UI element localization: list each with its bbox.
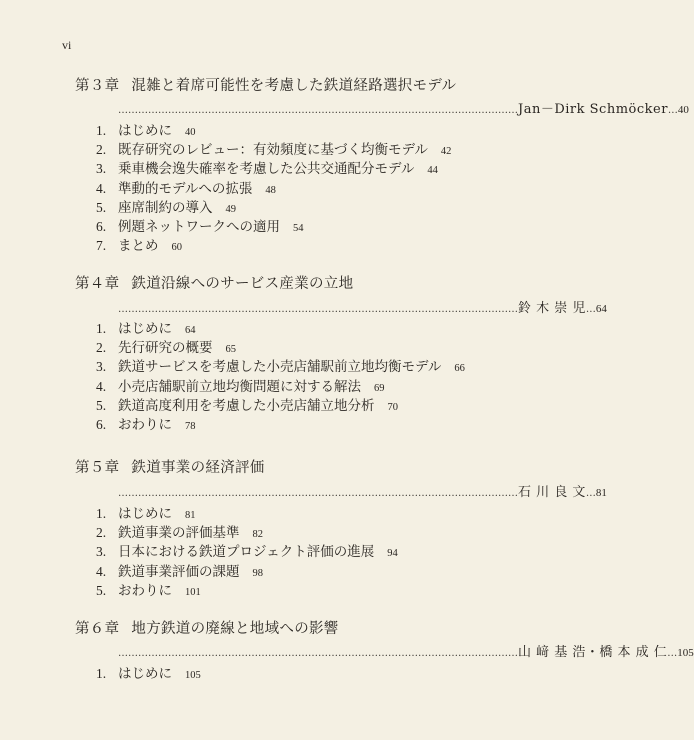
chapter-title [75,617,339,638]
leader-dots: … [585,304,596,315]
list-item [96,138,451,157]
section-title: 乗車機会逸失確率を考慮した公共交通配分モデル [118,161,415,178]
list-item [96,336,465,355]
author-line [118,481,607,500]
section-title: はじめに [118,666,172,682]
section-page: 98 [252,567,263,579]
list-item [96,196,451,215]
chapter-page: 40 [677,104,689,116]
page-number: vi [62,38,72,52]
section-title: はじめに [118,321,172,337]
chapter-number: 第４章 [75,276,120,292]
chapter-title [75,74,456,95]
section-number: 2. [96,525,107,541]
list-item [96,540,398,559]
leader-dots: … [585,488,596,499]
section-number: 5. [96,199,107,215]
author-line [118,641,694,660]
section-number: 2. [96,340,107,356]
section-page: 105 [185,670,201,681]
list-item [96,234,451,253]
section-number: 7. [96,238,107,254]
section-title: 既存研究のレビュー：有効頻度に基づく均衡モデル [118,142,428,159]
section-title: はじめに [118,123,172,139]
section-page: 82 [252,529,263,541]
chapter-page: 105 [677,647,694,659]
section-number: 1. [96,321,107,336]
list-item [96,560,398,579]
chapter-page: 64 [595,303,607,315]
section-number: 3. [96,544,107,560]
section-page: 94 [387,548,398,560]
section-number: 3. [96,161,107,177]
list-item [96,177,451,196]
section-title: 日本における鉄道プロジェクト評価の進展 [118,544,375,561]
section-number: 4. [96,563,107,579]
section-page: 60 [171,242,182,254]
section-page: 69 [374,382,385,394]
section-number: 2. [96,142,107,158]
section-number: 5. [96,397,107,413]
chapter-title-text: 地方鉄道の廃線と地域への影響 [131,621,339,637]
section-page: 40 [185,127,196,138]
section-page: 101 [185,586,201,598]
chapter-author: 石 川 良 文 [518,485,586,500]
section-list [96,502,398,598]
list-item [96,521,398,540]
section-title: はじめに [118,506,172,522]
section-page: 44 [427,165,438,177]
section-number: 6. [96,416,107,432]
section-title: 鉄道事業の評価基準 [118,525,240,542]
list-item [96,502,398,521]
section-number: 6. [96,218,107,234]
leader-dots: ………………………………………………………………………………………………………… [118,488,518,499]
section-page: 49 [225,203,236,215]
section-number: 5. [96,582,107,598]
section-list [96,119,451,253]
section-title: 鉄道サービスを考慮した小売店舗駅前立地均衡モデル [118,359,442,376]
section-title: 鉄道高度利用を考慮した小売店舗立地分析 [118,397,375,414]
chapter-author: 鈴 木 崇 児 [518,301,586,316]
chapter-title-text: 鉄道沿線へのサービス産業の立地 [131,276,354,292]
leader-dots: … [667,648,678,659]
section-title: まとめ [118,238,159,255]
section-number: 1. [96,123,107,138]
leader-dots: ………………………………………………………………………………………………………… [118,304,518,315]
section-title: 小売店舗駅前立地均衡問題に対する解法 [118,378,361,395]
leader-dots: ………………………………………………………………………………………………………… [118,648,518,659]
section-number: 1. [96,506,107,521]
list-item [96,215,451,234]
leader-dots: ………………………………………………………………………………………………………… [118,105,518,116]
list-item [96,157,451,176]
list-item [96,394,465,413]
chapter-number: 第６章 [75,621,120,637]
section-title: 準動的モデルへの拡張 [118,180,253,197]
chapter-author: 山 﨑 基 浩・橋 本 成 仁 [518,645,668,660]
chapter-page: 81 [595,487,607,499]
list-item [96,413,465,432]
section-page: 42 [440,146,452,158]
section-number: 4. [96,180,107,196]
section-number: 1. [96,666,107,681]
section-title: 例題ネットワークへの適用 [118,218,280,235]
list-item [96,119,451,138]
section-list [96,662,201,681]
section-page: 81 [185,510,196,521]
section-title: おわりに [118,582,172,599]
chapter-number: 第５章 [75,460,120,476]
chapter-title [75,272,353,293]
chapter-title-text: 鉄道事業の経済評価 [131,460,265,476]
section-list [96,317,465,432]
section-page: 48 [265,184,276,196]
list-item [96,662,201,681]
list-item [96,355,465,374]
leader-dots: … [667,105,678,116]
section-title: 座席制約の導入 [118,199,213,216]
section-page: 64 [185,325,196,336]
chapter-title-text: 混雑と着席可能性を考慮した鉄道経路選択モデル [131,78,457,94]
section-page: 66 [454,363,465,375]
chapter-number: 第３章 [75,78,120,94]
section-number: 4. [96,378,107,394]
section-page: 70 [387,401,398,413]
section-title: 鉄道事業評価の課題 [118,563,240,580]
section-title: 先行研究の概要 [118,340,213,357]
section-title: おわりに [118,416,172,433]
list-item [96,579,398,598]
list-item [96,375,465,394]
section-page: 54 [293,222,304,234]
chapter-title [75,456,265,477]
author-line [118,98,689,117]
author-line [118,297,607,316]
chapter-author: Jan－Dirk Schmöcker [518,102,668,117]
list-item [96,317,465,336]
section-number: 3. [96,359,107,375]
section-page: 78 [185,420,196,432]
section-page: 65 [225,344,236,356]
